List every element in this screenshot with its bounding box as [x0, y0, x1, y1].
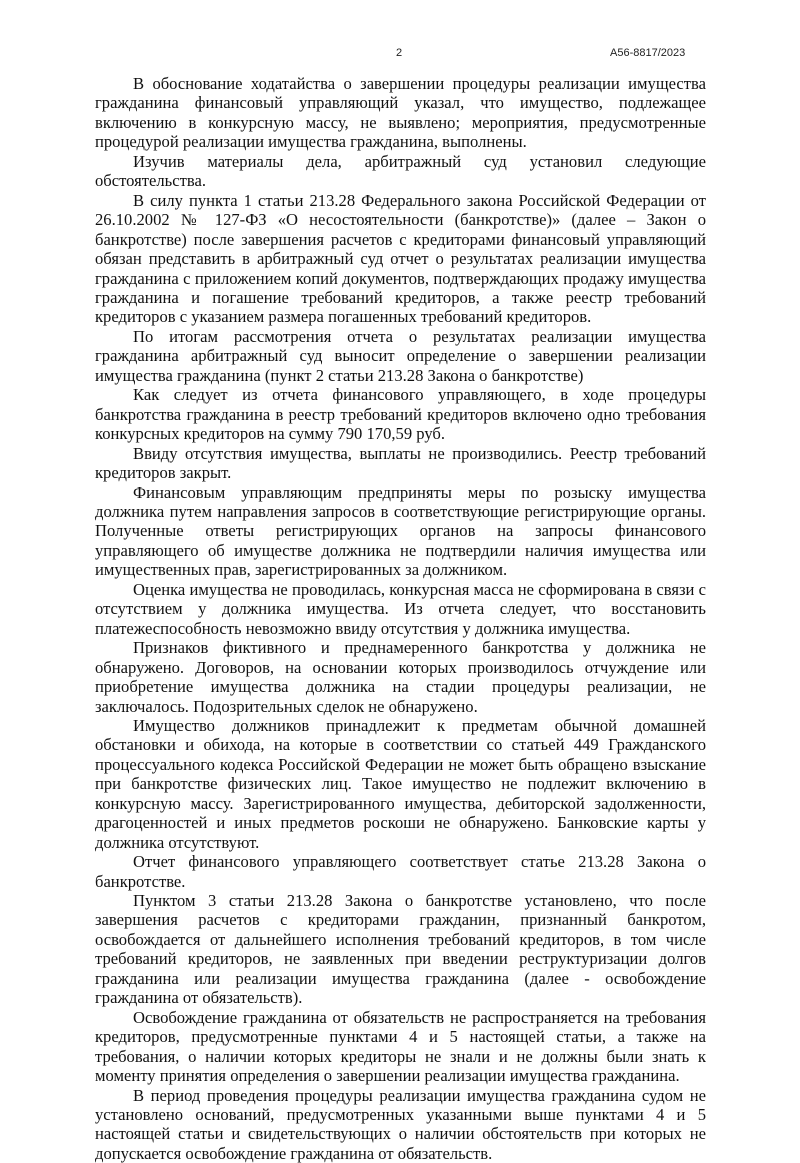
paragraph: В обоснование ходатайства о завершении процедуры реализации имущества гражданина финансовый управляющий указал, что имущество, подлежащее включению в конкурсную массу, не выявлено; мероприятия, предусмотренные процедурой реализации имущества гражданина, выполнены. [95, 74, 706, 152]
paragraph: Изучив материалы дела, арбитражный суд установил следующие обстоятельства. [95, 151, 706, 191]
paragraph: Ввиду отсутствия имущества, выплаты не производились. Реестр требований кредиторов закрыт. [95, 443, 706, 483]
paragraph: Пунктом 3 статьи 213.28 Закона о банкротстве установлено, что после завершения расчетов с кредиторами гражданин, признанный банкротом, освобождается от дальнейшего исполнения требований кредиторов, в том числе требований кредиторов, не заявленных при введении реструктуризации долгов гражданина или реализации имущества гражданина (далее - освобождение гражданина от обязательств). [95, 891, 706, 1008]
case-number: А56-8817/2023 [610, 47, 686, 59]
paragraph: Финансовым управляющим предприняты меры по розыску имущества должника путем направления запросов в соответствующие регистрирующие органы. Полученные ответы регистрирующих органов на запросы финансового управляющего об имуществе должника не подтвердили наличия имущества или имущественных прав, зарегистрированных за должником. [95, 482, 706, 580]
page-number: 2 [396, 47, 403, 59]
paragraph: В период проведения процедуры реализации имущества гражданина судом не установлено оснований, предусмотренных указанными выше пунктами 4 и 5 настоящей статьи и свидетельствующих о наличии обстоятельств при которых не допускается освобождение гражданина от обязательств. [95, 1085, 706, 1163]
paragraph: В силу пункта 1 статьи 213.28 Федерального закона Российской Федерации от 26.10.2002 № 127-ФЗ «О несостоятельности (банкротстве)» (далее – Закон о банкротстве) после завершения расчетов с кредиторами финансовый управляющий обязан представить в арбитражный суд отчет о результатах реализации имущества гражданина с приложением копий документов, подтверждающих продажу имущества гражданина и погашение требований кредиторов, а также реестр требований кредиторов с указанием размера погашенных требований кредиторов. [95, 190, 706, 327]
page-header [0, 47, 800, 63]
paragraph: Оценка имущества не проводилась, конкурсная масса не сформирована в связи с отсутствием у должника имущества. Из отчета следует, что восстановить платежеспособность невозможно ввиду отсутствия у должника имущества. [95, 579, 706, 638]
paragraph: Как следует из отчета финансового управляющего, в ходе процедуры банкротства гражданина в реестр требований кредиторов включено одно требования конкурсных кредиторов на сумму 790 170,59 руб. [95, 385, 706, 444]
paragraph: По итогам рассмотрения отчета о результатах реализации имущества гражданина арбитражный суд выносит определение о завершении реализации имущества гражданина (пункт 2 статьи 213.28 Закона о банкротстве) [95, 326, 706, 385]
paragraph: Имущество должников принадлежит к предметам обычной домашней обстановки и обихода, на которые в соответствии со статьей 449 Гражданского процессуального кодекса Российской Федерации не может быть обращено взыскание при банкротстве физических лиц. Такое имущество не подлежит включению в конкурсную массу. Зарегистрированного имущества, дебиторской задолженности, драгоценностей и иных предметов роскоши не обнаружено. Банковские карты у должника отсутствуют. [95, 715, 706, 852]
paragraph: Освобождение гражданина от обязательств не распространяется на требования кредиторов, предусмотренные пунктами 4 и 5 настоящей статьи, а также на требования, о наличии которых кредиторы не знали и не должны были знать к моменту принятия определения о завершении реализации имущества гражданина. [95, 1007, 706, 1086]
paragraph: Признаков фиктивного и преднамеренного банкротства у должника не обнаружено. Договоров, на основании которых производилось отчуждение или приобретение имущества должника на стадии процедуры реализации, не заключалось. Подозрительных сделок не обнаружено. [95, 638, 706, 716]
document-body [95, 74, 706, 1163]
paragraph: Отчет финансового управляющего соответствует статье 213.28 Закона о банкротстве. [95, 852, 706, 891]
